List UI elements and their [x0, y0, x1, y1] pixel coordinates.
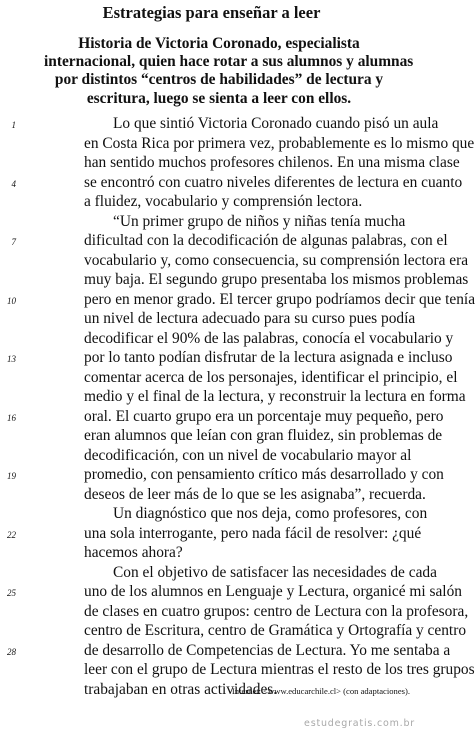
- text-line: muy baja. El segundo grupo presentaba los mismos problemas: [84, 271, 469, 288]
- text-line: eran alumnos que leían con gran fluidez, sin problemas de: [84, 427, 443, 444]
- text-line: comentar acerca de los personajes, identificar el principio, el: [84, 368, 458, 386]
- text-line: deseos de leer más de lo que se les asignaba”, recuerda.: [84, 485, 426, 503]
- headline-line: Historia de Victoria Coronado, especialista: [78, 35, 360, 52]
- watermark: estudegratis.com.br: [304, 718, 415, 729]
- text-line: se encontró con cuatro niveles diferentes de lectura en cuanto: [84, 173, 463, 191]
- text-line: en Costa Rica por primera vez, probablemente es lo mismo que: [84, 134, 475, 152]
- text-line: una sola interrogante, pero nada fácil de resolver: ¿qué: [84, 524, 422, 542]
- line-number: 13: [7, 354, 16, 364]
- text-line: medio y el final de la lectura, y reconstruir la lectura en forma: [84, 388, 466, 405]
- text-line: uno de los alumnos en Lenguaje y Lectura, organicé mi salón: [84, 583, 462, 600]
- text-line: oral. El cuarto grupo era un porcentaje muy pequeño, pero: [84, 407, 444, 425]
- text-line: decodificación, con un nivel de vocabulario mayor al: [84, 446, 412, 464]
- text-line: a fluidez, vocabulario y comprensión lectora.: [84, 193, 363, 210]
- text-line: dificultad con la decodificación de algunas palabras, con el: [84, 232, 448, 249]
- line-number: 22: [7, 529, 16, 540]
- text-line: trabajaban en otras actividades.: [84, 680, 278, 698]
- text-line: promedio, con pensamiento crítico más desarrollado y con: [84, 466, 444, 483]
- text-line: pero en menor grado. El tercer grupo podríamos decir que tenía: [84, 290, 475, 308]
- line-number: 25: [7, 588, 16, 598]
- text-line: Lo que sintió Victoria Coronado cuando pisó un aula: [113, 115, 439, 132]
- line-number: 4: [11, 178, 16, 189]
- text-line: vocabulario y, como consecuencia, su comprensión lectora era: [84, 251, 469, 269]
- text-line: de clases en cuatro grupos: centro de Lectura con la profesora,: [84, 602, 469, 620]
- text-line: Con el objetivo de satisfacer las necesidades de cada: [113, 563, 437, 581]
- line-number: 1: [11, 120, 16, 130]
- source-citation: Internet: <www.educarchile.cl> (con adaptaciones).: [231, 686, 410, 696]
- headline-line: escritura, luego se sienta a leer con ellos.: [86, 89, 352, 107]
- text-line: centro de Escritura, centro de Gramática y Ortografía y centro: [84, 622, 467, 639]
- line-number: 10: [7, 295, 16, 306]
- text-line: leer con el grupo de Lectura mientras el resto de los tres grupos: [84, 661, 475, 678]
- headline-line: por distintos “centros de habilidades” de lectura y: [54, 71, 384, 89]
- headline-line: internacional, quien hace rotar a sus alumnos y alumnas: [44, 53, 414, 71]
- page-title: Estrategias para enseñar a leer: [102, 3, 321, 22]
- line-number: 16: [7, 412, 16, 423]
- article-headline: [44, 35, 414, 108]
- text-line: hacemos ahora?: [84, 544, 183, 561]
- line-number: 19: [7, 471, 16, 481]
- text-line: de desarrollo de Competencias de Lectura. Yo me sentaba a: [84, 641, 451, 659]
- line-number: 28: [7, 646, 16, 657]
- text-line: han sentido muchos profesores chilenos. En una misma clase: [84, 154, 460, 171]
- line-number: 7: [11, 237, 16, 247]
- text-line: “Un primer grupo de niños y niñas tenía mucha: [113, 212, 406, 230]
- text-line: decodificar el 90% de las palabras, conocía el vocabulario y: [84, 329, 454, 347]
- text-line: un nivel de lectura adecuado para su curso pues podía: [84, 310, 416, 327]
- text-line: por lo tanto podían disfrutar de la lectura asignada e incluso: [84, 349, 453, 366]
- text-line: Un diagnóstico que nos deja, como profesores, con: [113, 505, 428, 522]
